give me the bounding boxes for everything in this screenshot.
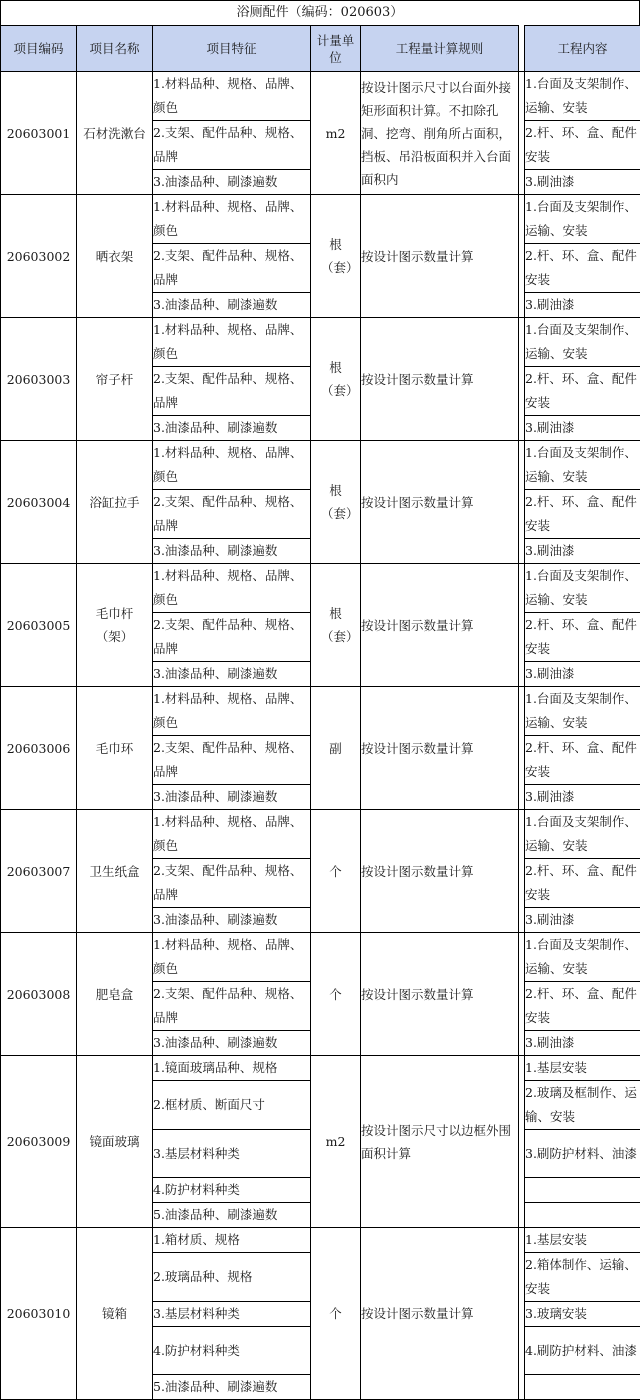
feature-item: 1.材料品种、规格、品牌、颜色 [153,72,311,121]
feature-item: 3.油漆品种、刷漆遍数 [153,908,311,933]
table-row [1,441,640,466]
table-row [1,933,640,958]
feature-item: 3.油漆品种、刷漆遍数 [153,539,311,564]
feature-item: 2.支架、配件品种、规格、品牌 [153,244,311,293]
content-empty [525,1375,640,1400]
feature-item: 1.材料品种、规格、品牌、颜色 [153,318,311,367]
fittings-table [0,25,640,1400]
feature-item: 1.材料品种、规格、品牌、颜色 [153,441,311,490]
table-row [1,810,640,835]
item-name: 镜面玻璃 [77,1056,153,1228]
item-name: 毛巾杆（架） [77,564,153,687]
feature-item: 5.油漆品种、刷漆遍数 [153,1375,311,1400]
feature-item: 1.材料品种、规格、品牌、颜色 [153,810,311,859]
content-item: 1.台面及支架制作、运输、安装 [525,195,640,244]
calc-rule: 按设计图示数量计算 [361,441,519,564]
content-item: 3.刷油漆 [525,416,640,441]
item-code: 20603003 [1,318,77,441]
item-name: 卫生纸盒 [77,810,153,933]
table-row [1,1056,640,1081]
calc-rule: 按设计图示尺寸以台面外接矩形面积计算。不扣除孔洞、挖弯、削角所占面积，挡板、吊沿板面积并入台面面积内 [361,72,519,195]
content-item: 1.台面及支架制作、运输、安装 [525,933,640,982]
feature-item: 2.玻璃品种、规格 [153,1253,311,1302]
content-item: 2.杆、环、盒、配件安装 [525,121,640,170]
item-name: 晒衣架 [77,195,153,318]
feature-item: 4.防护材料种类 [153,1327,311,1375]
item-code: 20603001 [1,72,77,195]
item-unit: m2 [311,72,361,195]
item-code: 20603002 [1,195,77,318]
feature-item: 3.油漆品种、刷漆遍数 [153,293,311,318]
content-item: 1.基层安装 [525,1228,640,1253]
feature-item: 1.材料品种、规格、品牌、颜色 [153,195,311,244]
item-name: 帘子杆 [77,318,153,441]
feature-item: 5.油漆品种、刷漆遍数 [153,1203,311,1228]
item-name: 浴缸拉手 [77,441,153,564]
item-name: 石材洗漱台 [77,72,153,195]
item-name: 镜箱 [77,1228,153,1400]
item-code: 20603010 [1,1228,77,1400]
item-unit: 根（套） [311,441,361,564]
content-item: 3.刷油漆 [525,539,640,564]
feature-item: 2.支架、配件品种、规格、品牌 [153,736,311,785]
feature-item: 3.油漆品种、刷漆遍数 [153,416,311,441]
item-name: 毛巾环 [77,687,153,810]
feature-item: 2.支架、配件品种、规格、品牌 [153,490,311,539]
content-item: 3.刷油漆 [525,908,640,933]
feature-item: 2.支架、配件品种、规格、品牌 [153,367,311,416]
content-item: 1.台面及支架制作、运输、安装 [525,564,640,613]
content-item: 2.杆、环、盒、配件安装 [525,490,640,539]
feature-item: 1.材料品种、规格、品牌、颜色 [153,564,311,613]
content-item: 2.杆、环、盒、配件安装 [525,613,640,662]
item-unit: 副 [311,687,361,810]
item-code: 20603005 [1,564,77,687]
header-unit: 计量单位 [311,26,361,72]
header-content: 工程内容 [525,26,640,72]
item-code: 20603004 [1,441,77,564]
feature-item: 2.支架、配件品种、规格、品牌 [153,121,311,170]
content-empty [525,1203,640,1228]
table-row [1,564,640,589]
content-item: 3.刷防护材料、油漆 [525,1130,640,1178]
content-item: 2.杆、环、盒、配件安装 [525,244,640,293]
content-item: 3.刷油漆 [525,662,640,687]
item-unit: 个 [311,810,361,933]
feature-item: 2.支架、配件品种、规格、品牌 [153,982,311,1031]
header-rule: 工程量计算规则 [361,26,519,72]
content-item: 2.杆、环、盒、配件安装 [525,859,640,908]
calc-rule: 按设计图示数量计算 [361,687,519,810]
content-item: 3.刷油漆 [525,170,640,195]
content-item: 4.刷防护材料、油漆 [525,1327,640,1375]
content-item: 3.玻璃安装 [525,1302,640,1327]
table-title: 浴厕配件（编码：020603） [0,0,640,25]
content-item: 1.台面及支架制作、运输、安装 [525,441,640,490]
calc-rule: 按设计图示尺寸以边框外围面积计算 [361,1056,519,1228]
item-code: 20603008 [1,933,77,1056]
item-code: 20603009 [1,1056,77,1228]
item-code: 20603006 [1,687,77,810]
calc-rule: 按设计图示数量计算 [361,195,519,318]
table-row [1,687,640,712]
feature-item: 1.箱材质、规格 [153,1228,311,1253]
item-name: 肥皂盒 [77,933,153,1056]
item-unit: m2 [311,1056,361,1228]
calc-rule: 按设计图示数量计算 [361,933,519,1056]
item-unit: 个 [311,933,361,1056]
item-unit: 根（套） [311,195,361,318]
calc-rule: 按设计图示数量计算 [361,1228,519,1400]
header-code: 项目编码 [1,26,77,72]
content-item: 2.杆、环、盒、配件安装 [525,367,640,416]
feature-item: 3.基层材料种类 [153,1302,311,1327]
feature-item: 1.镜面玻璃品种、规格 [153,1056,311,1081]
feature-item: 3.油漆品种、刷漆遍数 [153,662,311,687]
content-item: 2.杆、环、盒、配件安装 [525,982,640,1031]
content-item: 1.台面及支架制作、运输、安装 [525,687,640,736]
table-row [1,1228,640,1253]
feature-item: 3.油漆品种、刷漆遍数 [153,170,311,195]
table-body [1,72,640,1400]
header-row [1,26,640,72]
content-empty [525,1178,640,1203]
content-item: 1.台面及支架制作、运输、安装 [525,810,640,859]
table-row [1,72,640,97]
content-item: 3.刷油漆 [525,1031,640,1056]
content-item: 1.台面及支架制作、运输、安装 [525,318,640,367]
calc-rule: 按设计图示数量计算 [361,318,519,441]
feature-item: 2.框材质、断面尺寸 [153,1081,311,1130]
feature-item: 3.基层材料种类 [153,1130,311,1178]
table-row [1,195,640,220]
content-item: 2.杆、环、盒、配件安装 [525,736,640,785]
header-features: 项目特征 [153,26,311,72]
item-unit: 根（套） [311,318,361,441]
content-item: 3.刷油漆 [525,785,640,810]
content-item: 1.基层安装 [525,1056,640,1081]
item-code: 20603007 [1,810,77,933]
feature-item: 1.材料品种、规格、品牌、颜色 [153,687,311,736]
content-item: 2.玻璃及框制作、运输、安装 [525,1081,640,1130]
calc-rule: 按设计图示数量计算 [361,810,519,933]
table-row [1,318,640,343]
content-item: 1.台面及支架制作、运输、安装 [525,72,640,121]
feature-item: 4.防护材料种类 [153,1178,311,1203]
content-item: 2.箱体制作、运输、安装 [525,1253,640,1302]
item-unit: 根（套） [311,564,361,687]
feature-item: 2.支架、配件品种、规格、品牌 [153,859,311,908]
calc-rule: 按设计图示数量计算 [361,564,519,687]
feature-item: 3.油漆品种、刷漆遍数 [153,785,311,810]
content-item: 3.刷油漆 [525,293,640,318]
feature-item: 3.油漆品种、刷漆遍数 [153,1031,311,1056]
feature-item: 2.支架、配件品种、规格、品牌 [153,613,311,662]
feature-item: 1.材料品种、规格、品牌、颜色 [153,933,311,982]
item-unit: 个 [311,1228,361,1400]
header-name: 项目名称 [77,26,153,72]
